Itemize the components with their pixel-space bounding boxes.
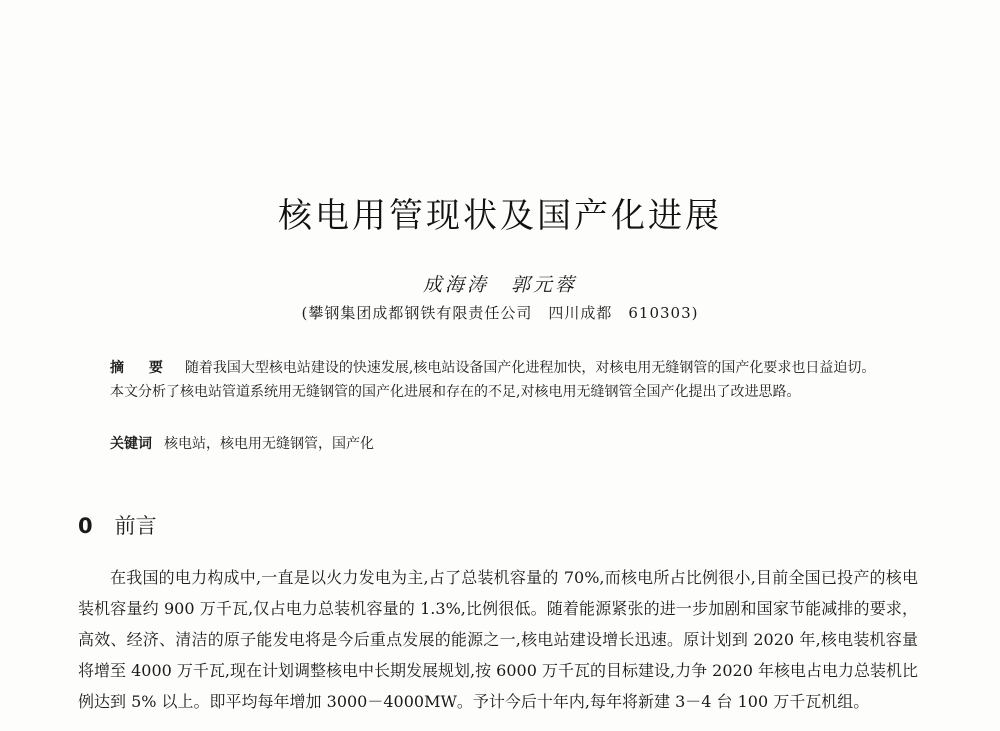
keywords-text: 核电站，核电用无缝钢管，国产化	[164, 436, 374, 452]
section-number: 0	[78, 514, 93, 538]
keywords-label: 关键词	[110, 436, 152, 452]
abstract-block	[110, 356, 880, 404]
paper-authors: 成海涛 郭元蓉	[422, 274, 577, 296]
section-heading	[78, 510, 157, 540]
section-title: 前言	[114, 514, 157, 538]
abstract-label: 摘 要	[110, 360, 173, 376]
paper-title: 核电用管现状及国产化进展	[278, 196, 722, 236]
abstract-text: 随着我国大型核电站建设的快速发展,核电站设备国产化进程加快，对核电用无缝钢管的国产化要求也日益迫切。本文分析了核电站管道系统用无缝钢管的国产化进展和存在的不足,对核电用无缝钢管全国产化提出了改进思路。	[110, 360, 876, 400]
paper-affiliation: (攀钢集团成都钢铁有限责任公司 四川成都 610303)	[301, 304, 699, 322]
body-paragraph: 在我国的电力构成中,一直是以火力发电为主,占了总装机容量的 70%,而核电所占比例很小,目前全国已投产的核电装机容量约 900 万千瓦,仅占电力总装机容量的 1.3%,比例很低。随着能源紧张的进一步加剧和国家节能减排的要求，高效、经济、清洁的原子能发电将是今后重点发展的能源之一,核电站建设增长迅速。原计划到 2020 年,核电装机容量将增至 4000 万千瓦,现在计划调整核电中长期发展规划,按 6000 万千瓦的目标建设,力争 2020 年核电占电力总装机比例达到 5% 以上。即平均每年增加 3000－4000MW。予计今后十年内,每年将新建 3－4 台 100 万千瓦机组。	[78, 568, 918, 711]
keywords-block	[110, 432, 880, 456]
